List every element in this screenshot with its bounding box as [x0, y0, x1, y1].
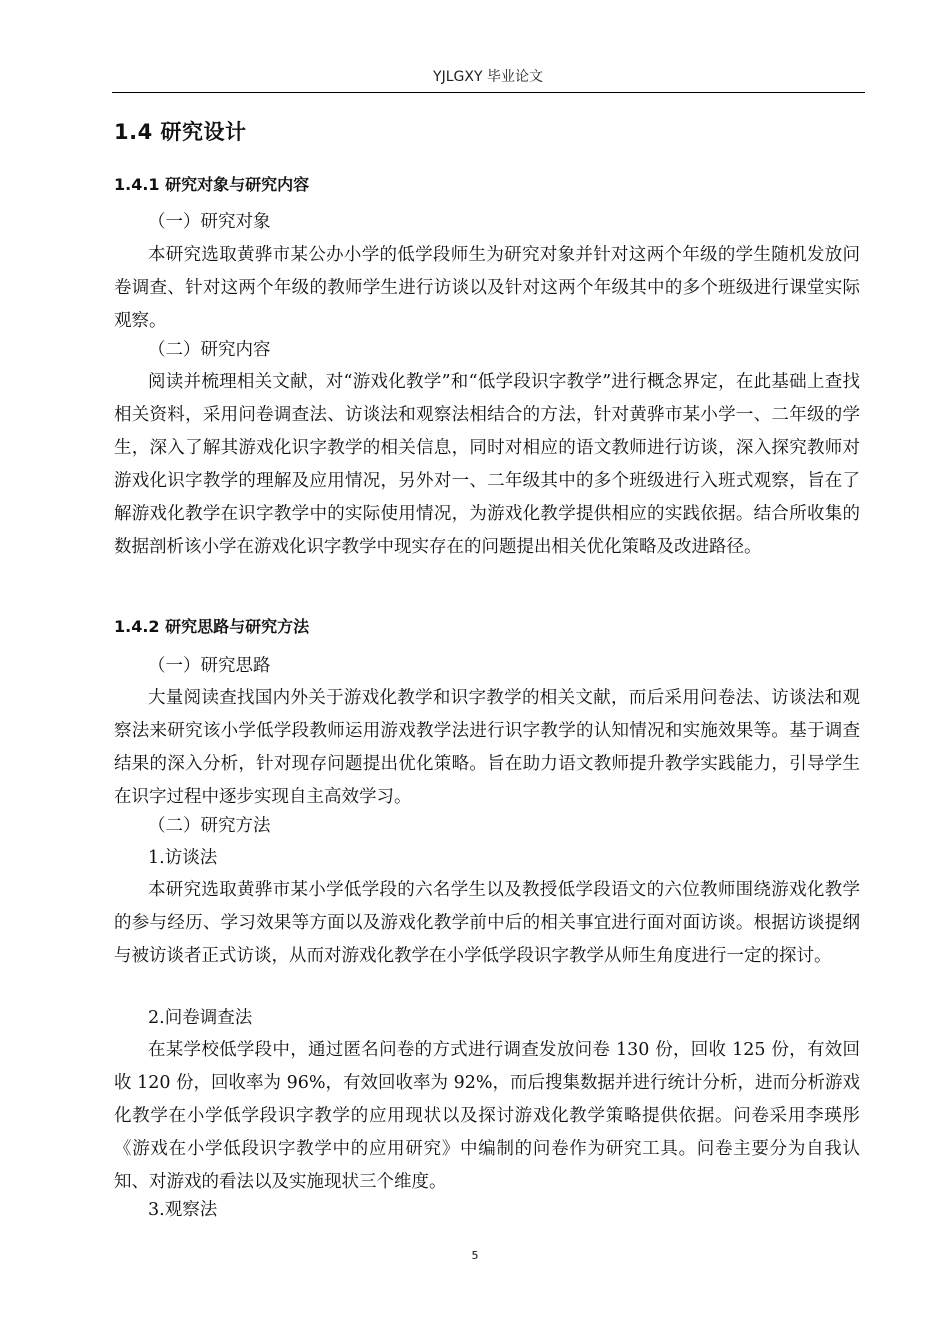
method-interview-paragraph: 本研究选取黄骅市某小学低学段的六名学生以及教授低学段语文的六位教师围绕游戏化教学的参与经历、学习效果等方面以及游戏化教学前中后的相关事宜进行面对面访谈。根据访谈提纲与被访谈者正式访谈，从而对游戏化教学在小学低学段识字教学从师生角度进行一定的探讨。: [114, 880, 860, 966]
page-number: 5: [471, 1249, 479, 1262]
research-content-paragraph: 阅读并梳理相关文献，对“游戏化教学”和“低学段识字教学”进行概念界定，在此基础上查找相关资料，采用问卷调查法、访谈法和观察法相结合的方法，针对黄骅市某小学一、二年级的学生，深入了解其游戏化识字教学的相关信息，同时对相应的语文教师进行访谈，深入探究教师对游戏化识字教学的理解及应用情况，另外对一、二年级其中的多个班级进行入班式观察，旨在了解游戏化教学在识字教学中的实际使用情况，为游戏化教学提供相应的实践依据。结合所收集的数据剖析该小学在游戏化识字教学中现实存在的问题提出相关优化策略及改进路径。: [114, 372, 860, 557]
method-survey-label: 2.问卷调查法: [148, 1008, 253, 1028]
research-method-label: （二）研究方法: [148, 816, 271, 836]
research-idea-paragraph: 大量阅读查找国内外关于游戏化教学和识字教学的相关文献，而后采用问卷法、访谈法和观察法来研究该小学低学段教师运用游戏教学法进行识字教学的认知情况和实施效果等。基于调查结果的深入分析，针对现存问题提出优化策略。旨在助力语文教师提升教学实践能力，引导学生在识字过程中逐步实现自主高效学习。: [114, 688, 860, 807]
research-idea-label: （一）研究思路: [148, 656, 271, 676]
method-survey-paragraph: 在某学校低学段中，通过匿名问卷的方式进行调查发放问卷 130 份，回收 125 份，有效回收 120 份，回收率为 96%，有效回收率为 92%，而后搜集数据并进行统计分析，进而分析游戏化教学在小学低学段识字教学的应用现状以及探讨游戏化教学策略提供依据。问卷采用李瑛彤《游戏在小学低段识字教学中的应用研究》中编制的问卷作为研究工具。问卷主要分为自我认知、对游戏的看法以及实施现状三个维度。: [114, 1040, 860, 1192]
subsection-heading-1: 1.4.1 研究对象与研究内容: [114, 175, 310, 194]
header-rule: [112, 92, 865, 93]
subsection-heading-2: 1.4.2 研究思路与研究方法: [114, 617, 310, 636]
section-heading: 1.4 研究设计: [114, 120, 247, 144]
research-content-label: （二）研究内容: [148, 340, 271, 360]
method-interview-label: 1.访谈法: [148, 848, 218, 868]
research-object-label: （一）研究对象: [148, 212, 271, 232]
page-header: YJLGXY 毕业论文: [433, 69, 543, 85]
research-object-paragraph: 本研究选取黄骅市某公办小学的低学段师生为研究对象并针对这两个年级的学生随机发放问卷调查、针对这两个年级的教师学生进行访谈以及针对这两个年级其中的多个班级进行课堂实际观察。: [114, 245, 860, 331]
method-observation-label: 3.观察法: [148, 1200, 218, 1220]
